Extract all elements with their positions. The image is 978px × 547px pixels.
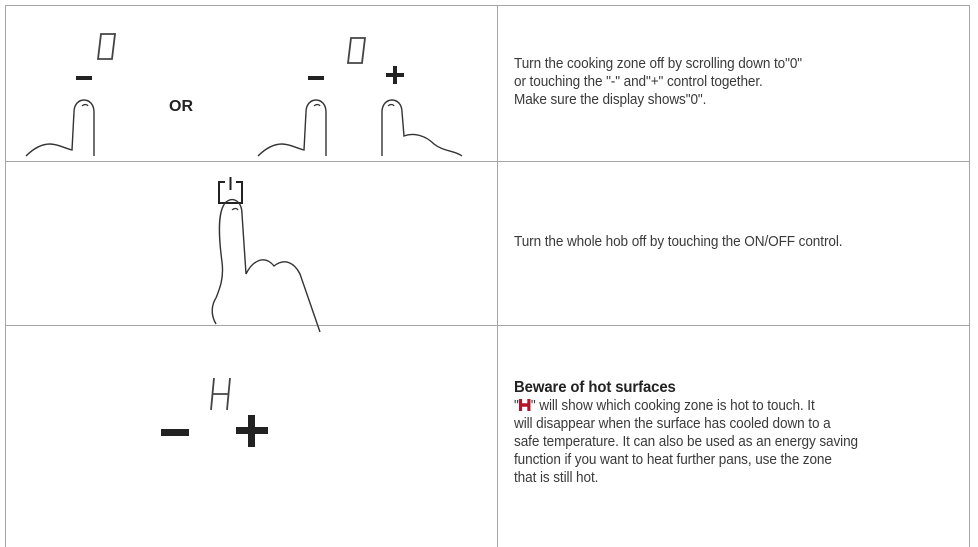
instruction-line: that is still hot. xyxy=(514,470,599,486)
instruction-line: Turn the cooking zone off by scrolling down to"0" xyxy=(514,56,803,72)
instruction-line: or touching the "-" and"+" control together. xyxy=(514,74,763,90)
or-label: OR xyxy=(169,98,193,115)
table-column-divider xyxy=(497,5,498,547)
digit-display-h xyxy=(209,376,235,412)
instruction-line: safe temperature. It can also be used as an energy saving xyxy=(514,434,859,450)
plus-icon xyxy=(386,66,404,84)
finger-right-1-icon xyxy=(256,92,346,158)
minus-icon xyxy=(76,76,92,80)
finger-icon xyxy=(196,192,326,327)
plus-icon xyxy=(236,415,268,447)
row-2-illustration xyxy=(6,162,497,325)
digit-display-right xyxy=(346,36,368,66)
minus-icon xyxy=(161,429,189,436)
row-1-instructions xyxy=(514,55,802,109)
table-border-right xyxy=(969,5,970,547)
instruction-line: will disappear when the surface has cooled down to a xyxy=(514,416,831,432)
row-1-illustration xyxy=(6,6,497,161)
finger-left-icon xyxy=(24,92,114,158)
instruction-line: Turn the whole hob off by touching the ON/OFF control. xyxy=(514,234,843,250)
digit-display-left xyxy=(96,32,118,62)
instruction-line: Make sure the display shows"0". xyxy=(514,92,707,108)
hot-surface-icon xyxy=(519,399,531,411)
row-3-illustration xyxy=(6,326,497,547)
row-2-instructions xyxy=(514,233,842,251)
instruction-line: function if you want to heat further pans, use the zone xyxy=(514,452,832,468)
instruction-line: " " will show which cooking zone is hot to touch. It xyxy=(514,398,815,414)
section-heading: Beware of hot surfaces xyxy=(514,379,676,396)
row-3-instructions xyxy=(514,379,858,487)
minus-icon xyxy=(308,76,324,80)
finger-right-2-icon xyxy=(374,92,464,158)
